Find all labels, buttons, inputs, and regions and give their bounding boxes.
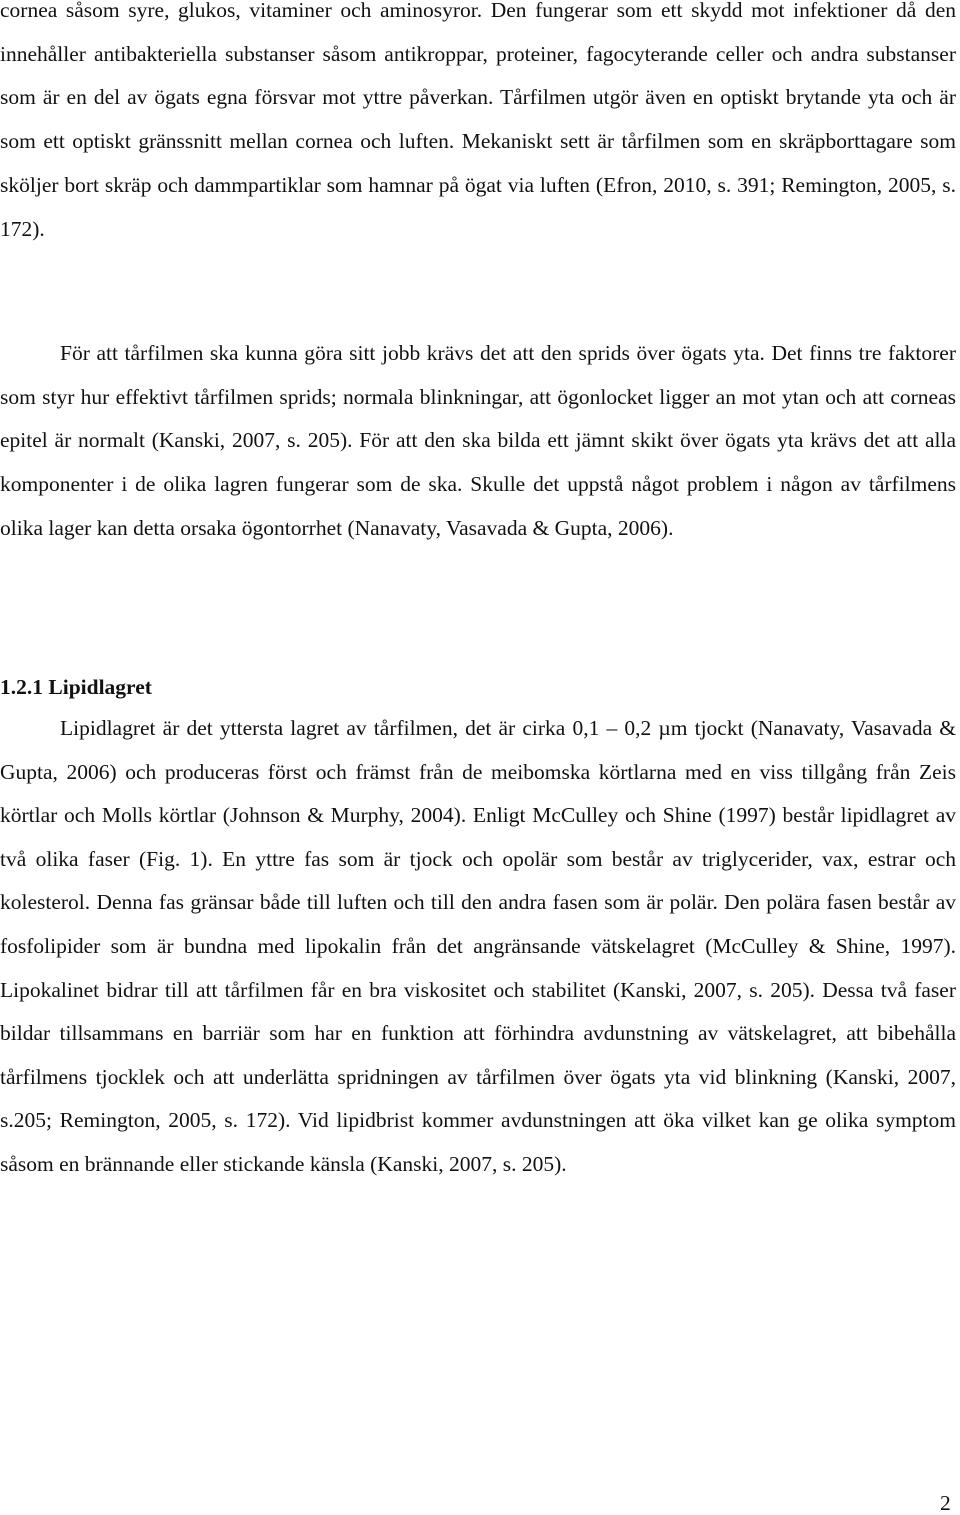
section-heading: 1.2.1 Lipidlagret	[0, 675, 152, 699]
body-paragraph: Lipidlagret är det yttersta lagret av tårfilmen, det är cirka 0,1 – 0,2 µm tjockt (Nanavaty, Vasavada & Gupta, 2006) och produceras först och främst från de meibomska körtlarna med en viss tillgång från Zeis körtlar och Molls körtlar (Johnson & Murphy, 2004). Enligt McCulley och Shine (1997) består lipidlagret av två olika faser (Fig. 1). En yttre fas som är tjock och opolär som består av triglycerider, vax, estrar och kolesterol. Denna fas gränsar både till luften och till den andra fasen som är polär. Den polära fasen består av fosfolipider som är bundna med lipokalin från det angränsande vätskelagret (McCulley & Shine, 1997). Lipokalinet bidrar till att tårfilmen får en bra viskositet och stabilitet (Kanski, 2007, s. 205). Dessa två faser bildar tillsammans en barriär som har en funktion att förhindra avdunstning av vätskelagret, att bibehålla tårfilmens tjocklek och att underlätta spridningen av tårfilmen över ögats yta vid blinkning (Kanski, 2007, s.205; Remington, 2005, s. 172). Vid lipidbrist kommer avdunstningen att öka vilket kan ge olika symptom såsom en brännande eller stickande känsla (Kanski, 2007, s. 205).	[0, 716, 956, 1176]
page-number: 2	[940, 1491, 951, 1515]
body-paragraph: cornea såsom syre, glukos, vitaminer och aminosyror. Den fungerar som ett skydd mot infektioner då den innehåller antibakteriella substanser såsom antikroppar, proteiner, fagocyterande celler och andra substanser som är en del av ögats egna försvar mot yttre påverkan. Tårfilmen utgör även en optiskt brytande yta och är som ett optiskt gränssnitt mellan cornea och luften. Mekaniskt sett är tårfilmen som en skräpborttagare som sköljer bort skräp och dammpartiklar som hamnar på ögat via luften (Efron, 2010, s. 391; Remington, 2005, s. 172).	[0, 0, 956, 241]
body-paragraph: För att tårfilmen ska kunna göra sitt jobb krävs det att den sprids över ögats yta. Det finns tre faktorer som styr hur effektivt tårfilmen sprids; normala blinkningar, att ögonlocket ligger an mot ytan och att corneas epitel är normalt (Kanski, 2007, s. 205). För att den ska bilda ett jämnt skikt över ögats yta krävs det att alla komponenter i de olika lagren fungerar som de ska. Skulle det uppstå något problem i någon av tårfilmens olika lager kan detta orsaka ögontorrhet (Nanavaty, Vasavada & Gupta, 2006).	[0, 341, 956, 540]
